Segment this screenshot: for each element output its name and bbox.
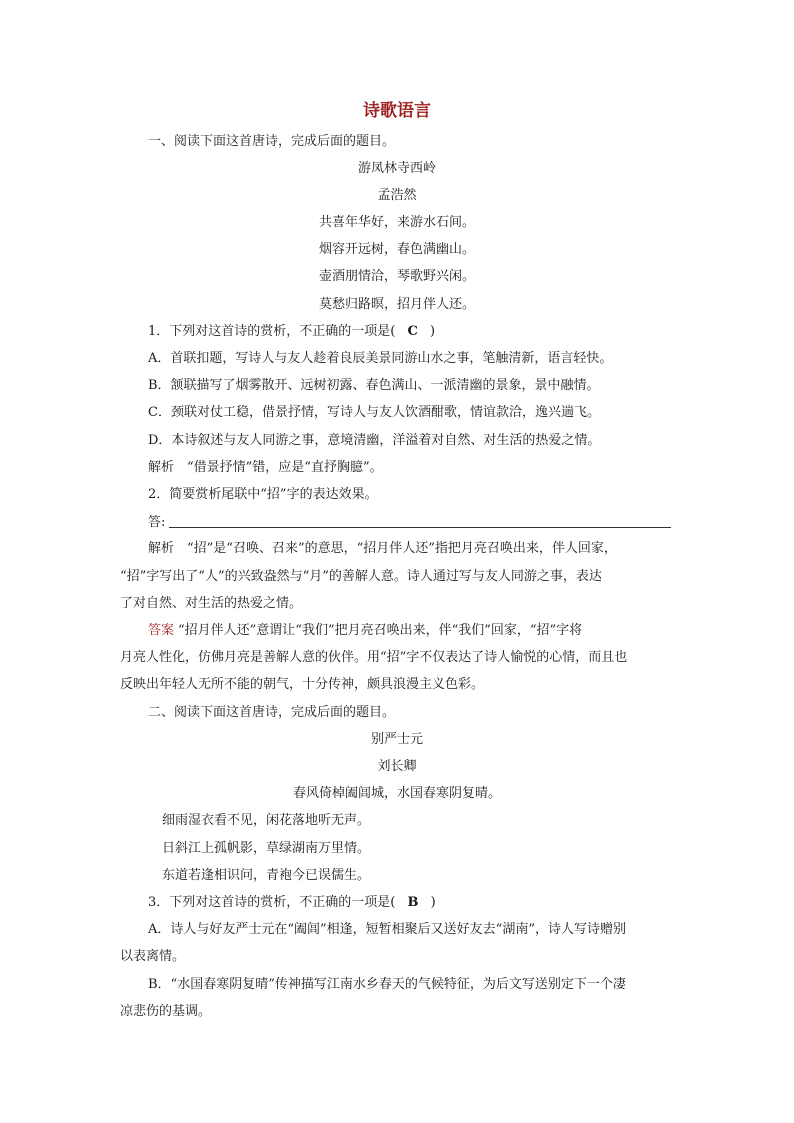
poem2-line: 东道若逢相识问，青袍今已误儒生。 xyxy=(162,868,371,883)
section1-intro: 一、阅读下面这首唐诗，完成后面的题目。 xyxy=(148,134,396,149)
analysis-2-line: “招”字写出了“人”的兴致盎然与“月”的善解人意。诗人通过写与友人同游之事，表达 xyxy=(120,569,602,584)
option-c: C．颈联对仗工稳，借景抒情，写诗人与友人饮酒酣歌，情谊款洽，逸兴遄飞。 xyxy=(148,405,600,420)
question-1 xyxy=(148,323,435,341)
answer-label: 答案 xyxy=(148,623,175,638)
answer-blank-line[interactable] xyxy=(169,513,671,528)
option-a-cont: 以表离情。 xyxy=(120,949,186,964)
answer-blank-row xyxy=(148,513,671,532)
poem1-title: 游凤林寺西岭 xyxy=(357,161,436,176)
page-title: 诗歌语言 xyxy=(363,101,431,121)
option-a: A．诗人与好友严士元在“阖闾”相逢，短暂相聚后又送好友去“湖南”，诗人写诗赠别 xyxy=(148,922,626,937)
poem2-line: 春风倚棹阖闾城，水国春寒阴复晴。 xyxy=(292,786,501,801)
answer-2-line: 月亮人性化，仿佛月亮是善解人意的伙伴。用“招”字不仅表达了诗人愉悦的心情，而且也 xyxy=(120,650,628,665)
poem1-line: 烟容开远树，春色满幽山。 xyxy=(318,242,475,257)
answer-letter: C xyxy=(407,324,418,339)
question-3 xyxy=(148,894,436,912)
option-d: D．本诗叙述与友人同游之事，意境清幽，洋溢着对自然、对生活的热爱之情。 xyxy=(148,433,601,448)
poem2-line: 日斜江上孤帆影，草绿湖南万里情。 xyxy=(162,841,371,856)
question-close: ) xyxy=(430,895,436,910)
question-stem: 3．下列对这首诗的赏析，不正确的一项是( xyxy=(148,895,396,910)
analysis-1: 解析 “借景抒情”错，应是“直抒胸臆”。 xyxy=(148,460,383,475)
question-close: ) xyxy=(429,324,436,339)
option-b-cont: 凉悲伤的基调。 xyxy=(120,1004,212,1019)
answer-blank-label: 答: xyxy=(148,515,166,530)
answer-text: “招月伴人还”意谓让“我们”把月亮召唤出来，伴“我们”回家，“招”字将 xyxy=(178,623,583,638)
answer-2-line: 反映出年轻人无所不能的朝气，十分传神，颇具浪漫主义色彩。 xyxy=(120,677,485,692)
answer-2-line xyxy=(148,622,582,640)
option-a: A．首联扣题，写诗人与友人趁着良辰美景同游山水之事，笔触清新，语言轻快。 xyxy=(148,351,613,366)
poem2-author: 刘长卿 xyxy=(377,759,417,774)
answer-letter: B xyxy=(407,895,419,910)
question-2: 2．简要赏析尾联中“招”字的表达效果。 xyxy=(148,487,378,502)
poem1-line: 共喜年华好，来游水石间。 xyxy=(318,215,475,230)
poem1-author: 孟浩然 xyxy=(377,188,417,203)
poem1-line: 壶酒朋情洽，琴歌野兴闲。 xyxy=(318,269,475,284)
analysis-2-line: 解析 “招”是“召唤、召来”的意思，“招月伴人还”指把月亮召唤出来，伴人回家， xyxy=(148,541,617,556)
poem2-title: 别严士元 xyxy=(370,732,423,747)
analysis-2-line: 了对自然、对生活的热爱之情。 xyxy=(120,596,303,611)
question-stem: 1．下列对这首诗的赏析，不正确的一项是( xyxy=(148,324,396,339)
section2-intro: 二、阅读下面这首唐诗，完成后面的题目。 xyxy=(148,705,396,720)
poem1-line: 莫愁归路暝，招月伴人还。 xyxy=(318,297,475,312)
option-b: B．颔联描写了烟雾散开、远树初露、春色满山、一派清幽的景象，景中融情。 xyxy=(148,378,600,393)
option-b: B．“水国春寒阴复晴”传神描写江南水乡春天的气候特征，为后文写送别定下一个凄 xyxy=(148,977,626,992)
poem2-line: 细雨湿衣看不见，闲花落地听无声。 xyxy=(162,813,371,828)
